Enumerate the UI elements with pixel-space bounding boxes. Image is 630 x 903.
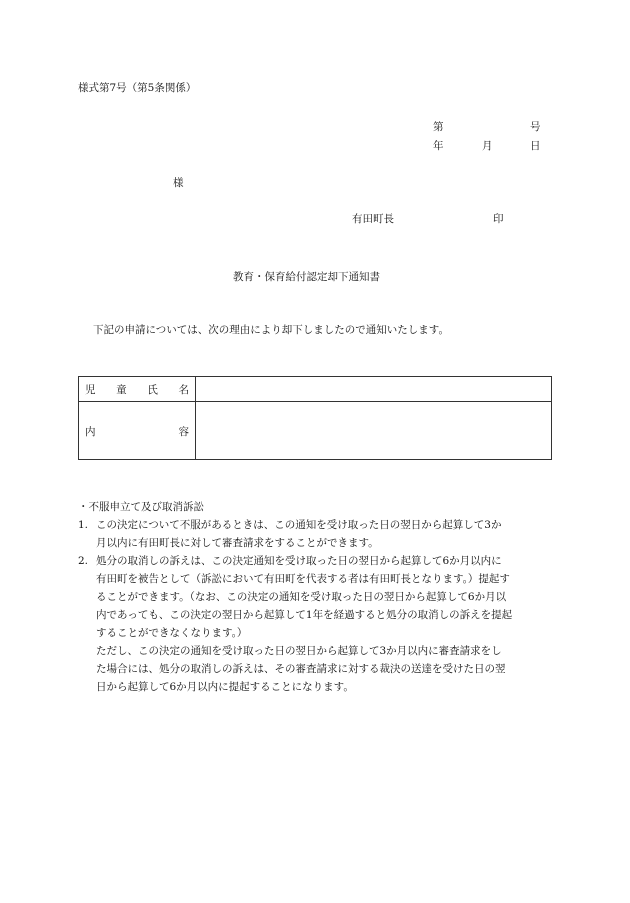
label-char: 児 (85, 384, 96, 396)
appeal-item-1-line: 月以内に有田町長に対して審査請求をすることができます。 (96, 537, 379, 549)
item-text: 処分の取消しの訴えは、この決定通知を受け取った日の翌日から起算して6か月以内に (96, 555, 502, 567)
appeal-item-2-line (78, 552, 558, 570)
appeal-item-2-line: 有田町を被告として（訴訟において有田町を代表する者は有田町長となります。）提起す (96, 573, 510, 585)
child-name-row (79, 377, 551, 402)
item-number: 1. (78, 519, 89, 531)
issuer-title: 有田町長 (352, 213, 394, 225)
appeal-item-2-line: 内であっても、この決定の翌日から起算して1年を経過すると処分の取消しの訴えを提起 (96, 609, 513, 621)
appeal-item-2-line: ることができます。（なお、この決定の通知を受け取った日の翌日から起算して6か月以 (96, 591, 507, 603)
recipient-suffix: 様 (173, 177, 184, 189)
child-name-label (85, 382, 189, 397)
content-label (85, 424, 189, 439)
doc-number-prefix: 第 (433, 121, 444, 133)
appeal-item-2-line: た場合には、処分の取消しの訴えは、その審査請求に対する裁決の送達を受けた日の翌 (96, 663, 506, 675)
date-month: 月 (482, 140, 493, 152)
info-table (78, 376, 552, 460)
intro-text: 下記の申請については、次の理由により却下しましたので通知いたします。 (93, 324, 449, 336)
label-char: 内 (85, 426, 96, 438)
appeal-section (78, 498, 558, 696)
appeal-heading: ・不服申立て及び取消訴訟 (78, 501, 204, 513)
document-title: 教育・保育給付認定却下通知書 (233, 271, 380, 283)
appeal-item-2-line: することができなくなります。） (96, 627, 248, 639)
appeal-item-1-line (78, 516, 558, 534)
label-char: 童 (116, 384, 127, 396)
label-char: 氏 (147, 384, 158, 396)
form-number: 様式第7号（第5条関係） (78, 82, 197, 94)
label-char: 容 (178, 426, 189, 438)
seal-mark: 印 (493, 213, 504, 225)
item-number: 2. (78, 555, 89, 567)
doc-number-suffix: 号 (530, 121, 541, 133)
appeal-item-2-line: 日から起算して6か月以内に提起することになります。 (96, 681, 354, 693)
appeal-item-2-line: ただし、この決定の通知を受け取った日の翌日から起算して3か月以内に審査請求をし (96, 645, 502, 657)
date-year: 年 (433, 140, 444, 152)
item-text: この決定について不服があるときは、この通知を受け取った日の翌日から起算して3か (96, 519, 502, 531)
label-char: 名 (178, 384, 189, 396)
date-day: 日 (530, 140, 541, 152)
